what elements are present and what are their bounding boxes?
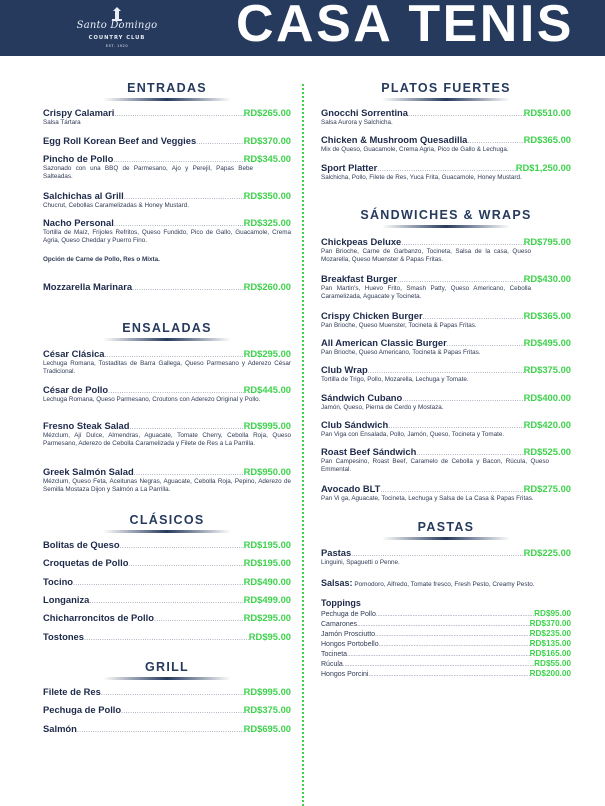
item-description: Chucrut, Cebollas Caramelizadas & Honey Mustard.	[43, 201, 189, 209]
salsas-line	[321, 578, 571, 588]
menu-item	[43, 190, 291, 210]
section-title-platos-fuertes: PLATOS FUERTES	[321, 81, 571, 101]
topping-row	[321, 659, 571, 668]
item-name: Breakfast Burger	[321, 273, 398, 284]
topping-price: RD$235.00	[529, 629, 571, 638]
tower-icon	[109, 7, 125, 21]
item-description: Tortilla de Maíz, Frijoles Refritos, Queso Fundido, Pico de Gallo, Guacamole, Crema Agria, Queso Cheddar y Puerro Fino.	[43, 228, 291, 245]
item-name: Mozzarella Marinara	[43, 281, 133, 292]
item-description: Pan Viga con Ensalada, Pollo, Jamón, Queso, Tocineta y Tomate.	[321, 430, 505, 438]
topping-price: RD$370.00	[529, 619, 571, 628]
item-name: Fresno Steak Salad	[43, 420, 130, 431]
section-title-grill: GRILL	[43, 660, 291, 680]
item-name: Bolitas de Queso	[43, 539, 120, 550]
item-price: RD$1,250.00	[515, 162, 571, 173]
item-price: RD$490.00	[243, 576, 291, 587]
section-title-entradas: ENTRADAS	[43, 81, 291, 101]
salsas-label: Salsas:	[321, 578, 353, 588]
menu-item	[321, 392, 571, 412]
item-name: Crispy Calamari	[43, 107, 115, 118]
item-name: Nacho Personal	[43, 217, 114, 228]
item-name: Egg Roll Korean Beef and Veggies	[43, 135, 197, 146]
menu-item	[321, 337, 571, 357]
topping-name: Hongos Porcini	[321, 671, 369, 678]
item-name: César de Pollo	[43, 384, 109, 395]
topping-row	[321, 669, 571, 678]
item-description: Salsa Aurora y Salchicha.	[321, 118, 393, 126]
item-price: RD$375.00	[243, 704, 291, 715]
menu-item	[43, 420, 291, 449]
header-banner	[0, 0, 605, 56]
item-name: All American Classic Burger	[321, 337, 447, 348]
menu-item	[321, 446, 571, 475]
topping-row	[321, 619, 571, 628]
menu-item	[321, 419, 571, 439]
item-description: Pan Brioche, Queso Americano, Tocineta & Papas Fritas.	[321, 348, 481, 356]
item-name: Longaniza	[43, 594, 90, 605]
item-name: Crispy Chicken Burger	[321, 310, 423, 321]
item-name: Filete de Res	[43, 686, 101, 697]
menu-item	[43, 576, 291, 587]
item-price: RD$365.00	[523, 310, 571, 321]
item-price: RD$195.00	[243, 539, 291, 550]
item-name: Greek Salmón Salad	[43, 466, 134, 477]
item-description: Mézclum, Queso Feta, Aceitunas Negras, Aguacate, Cebolla Roja, Pepino, Aderezo de Semilla Mostaza Dijon y Salmón a La Parrilla.	[43, 477, 291, 494]
topping-name: Jamón Prosciutto	[321, 631, 376, 638]
logo-club: COUNTRY CLUB	[88, 35, 146, 41]
section-title-ensaladas: ENSALADAS	[43, 321, 291, 341]
item-description: Lechuga Romana, Tostaditas de Barra Gallega, Queso Parmesano y Aderezo César Tradicional.	[43, 359, 291, 376]
salsas-text: Pomodoro, Alfredo, Tomate fresco, Fresh Pesto, Creamy Pesto.	[354, 581, 535, 588]
item-name: Club Wrap	[321, 364, 368, 375]
menu-item	[43, 686, 291, 697]
logo-script: Santo Domingo	[76, 20, 158, 31]
item-name: Pincho de Pollo	[43, 153, 114, 164]
item-description: Sazonado con una BBQ de Parmesano, Ajo y Perejil, Papas Bebe Salteadas.	[43, 164, 253, 181]
item-price: RD$195.00	[243, 557, 291, 568]
item-description: Tortilla de Trigo, Pollo, Mozarella, Lechuga y Tomate.	[321, 375, 469, 383]
item-price: RD$525.00	[523, 446, 571, 457]
item-name: Pechuga de Pollo	[43, 704, 122, 715]
topping-price: RD$95.00	[534, 609, 571, 618]
menu-item	[321, 134, 571, 154]
item-description: Pan Brioche, Queso Muenster, Tocineta & Papas Fritas.	[321, 321, 477, 329]
item-price: RD$420.00	[523, 419, 571, 430]
section-title-clasicos: CLÁSICOS	[43, 513, 291, 533]
item-price: RD$350.00	[243, 190, 291, 201]
topping-name: Camarones	[321, 621, 358, 628]
entradas-note: Opción de Carne de Pollo, Res o Mixta.	[43, 256, 160, 263]
menu-item	[43, 281, 291, 292]
topping-price: RD$165.00	[529, 649, 571, 658]
item-description: Jamón, Queso, Pierna de Cerdo y Mostaza.	[321, 403, 444, 411]
menu-item	[43, 723, 291, 734]
item-description: Mézclum, Ají Dulce, Almendras, Aguacate, Tomate Cherry, Cebolla Roja, Queso Parmesano, Aderezo de Cebolla Caramelizada y Filete de Res a La Parrilla.	[43, 431, 291, 448]
item-price: RD$495.00	[523, 337, 571, 348]
item-name: Sport Platter	[321, 162, 378, 173]
menu-item	[43, 384, 291, 404]
item-price: RD$225.00	[523, 547, 571, 558]
item-price: RD$400.00	[523, 392, 571, 403]
menu-item	[321, 236, 571, 265]
menu-item	[43, 348, 291, 377]
menu-item	[43, 612, 291, 623]
item-price: RD$510.00	[523, 107, 571, 118]
club-logo	[62, 6, 172, 52]
item-price: RD$995.00	[243, 686, 291, 697]
topping-price: RD$55.00	[534, 659, 571, 668]
topping-row	[321, 629, 571, 638]
item-price: RD$325.00	[243, 217, 291, 228]
item-name: Chickpeas Deluxe	[321, 236, 402, 247]
menu-item	[43, 153, 291, 182]
item-name: Croquetas de Pollo	[43, 557, 129, 568]
menu-item	[321, 547, 571, 567]
item-price: RD$295.00	[243, 348, 291, 359]
item-name: Club Sándwich	[321, 419, 389, 430]
menu-item	[43, 631, 291, 642]
item-description: Pan Campesino, Roast Beef, Caramelo de Cebolla y Bacon, Rúcula, Queso Emmental.	[321, 457, 549, 474]
item-price: RD$499.00	[243, 594, 291, 605]
menu-item	[43, 557, 291, 568]
column-divider	[302, 84, 304, 806]
menu-item	[43, 466, 291, 495]
page-title: CASA TENIS	[236, 0, 574, 53]
item-price: RD$950.00	[243, 466, 291, 477]
item-price: RD$275.00	[523, 483, 571, 494]
item-name: Sándwich Cubano	[321, 392, 403, 403]
section-title-sandwiches: SÁNDWICHES & WRAPS	[321, 208, 571, 228]
item-description: Pan Martin's, Huevo Frito, Smash Patty, Queso Americano, Cebolla Caramelizada, Aguacate y Tocineta.	[321, 284, 531, 301]
item-price: RD$95.00	[248, 631, 291, 642]
menu-item	[321, 483, 571, 503]
item-name: César Clásica	[43, 348, 105, 359]
item-price: RD$365.00	[523, 134, 571, 145]
item-price: RD$795.00	[523, 236, 571, 247]
menu-item	[43, 594, 291, 605]
menu-item	[43, 107, 291, 127]
toppings-title: Toppings	[321, 598, 361, 608]
topping-name: Tocineta	[321, 651, 348, 658]
menu-item	[321, 364, 571, 384]
item-price: RD$345.00	[243, 153, 291, 164]
menu-item	[321, 310, 571, 330]
item-price: RD$375.00	[523, 364, 571, 375]
topping-row	[321, 649, 571, 658]
item-description: Pan Vi ga, Aguacate, Tocineta, Lechuga y Salsa de La Casa & Papas Fritas.	[321, 494, 534, 502]
item-price: RD$445.00	[243, 384, 291, 395]
menu-item	[43, 217, 291, 246]
item-description: Mix de Queso, Guacamole, Crema Agria, Pico de Gallo & Lechuga.	[321, 145, 509, 153]
item-price: RD$295.00	[243, 612, 291, 623]
topping-name: Hongos Portobello	[321, 641, 379, 648]
menu-item	[43, 135, 291, 146]
logo-est: EST. 1920	[105, 44, 129, 48]
menu-item	[321, 273, 571, 302]
item-name: Tostones	[43, 631, 84, 642]
menu-item	[321, 107, 571, 127]
item-description: Pan Brioche, Carne de Garbanzo, Tocineta, Salsa de la casa, Queso Mozarella, Queso Muenster & Papas Fritas.	[321, 247, 531, 264]
section-title-pastas: PASTAS	[321, 520, 571, 540]
item-description: Lechuga Romana, Queso Parmesano, Croutons con Aderezo Original y Pollo.	[43, 395, 261, 403]
topping-price: RD$200.00	[529, 669, 571, 678]
menu-item	[43, 704, 291, 715]
item-name: Roast Beef Sándwich	[321, 446, 417, 457]
item-name: Chicken & Mushroom Quesadilla	[321, 134, 468, 145]
item-price: RD$695.00	[243, 723, 291, 734]
topping-price: RD$135.00	[529, 639, 571, 648]
item-name: Salchichas al Grill	[43, 190, 124, 201]
item-price: RD$430.00	[523, 273, 571, 284]
item-name: Pastas	[321, 547, 352, 558]
item-name: Salmón	[43, 723, 77, 734]
topping-name: Pechuga de Pollo	[321, 611, 376, 618]
topping-row	[321, 639, 571, 648]
item-price: RD$260.00	[243, 281, 291, 292]
topping-row	[321, 609, 571, 618]
item-price: RD$995.00	[243, 420, 291, 431]
item-name: Gnocchi Sorrentina	[321, 107, 408, 118]
item-name: Tocino	[43, 576, 74, 587]
item-price: RD$265.00	[243, 107, 291, 118]
topping-name: Rúcula	[321, 661, 343, 668]
item-description: Salchicha, Pollo, Filete de Res, Yuca Frita, Guacamole, Honey Mustard.	[321, 173, 522, 181]
item-description: Linguini, Spaguetti o Penne.	[321, 558, 400, 566]
item-name: Avocado BLT	[321, 483, 381, 494]
menu-item	[321, 162, 571, 182]
item-price: RD$370.00	[243, 135, 291, 146]
menu-item	[43, 539, 291, 550]
item-description: Salsa Tártara	[43, 118, 81, 126]
item-name: Chicharroncitos de Pollo	[43, 612, 154, 623]
